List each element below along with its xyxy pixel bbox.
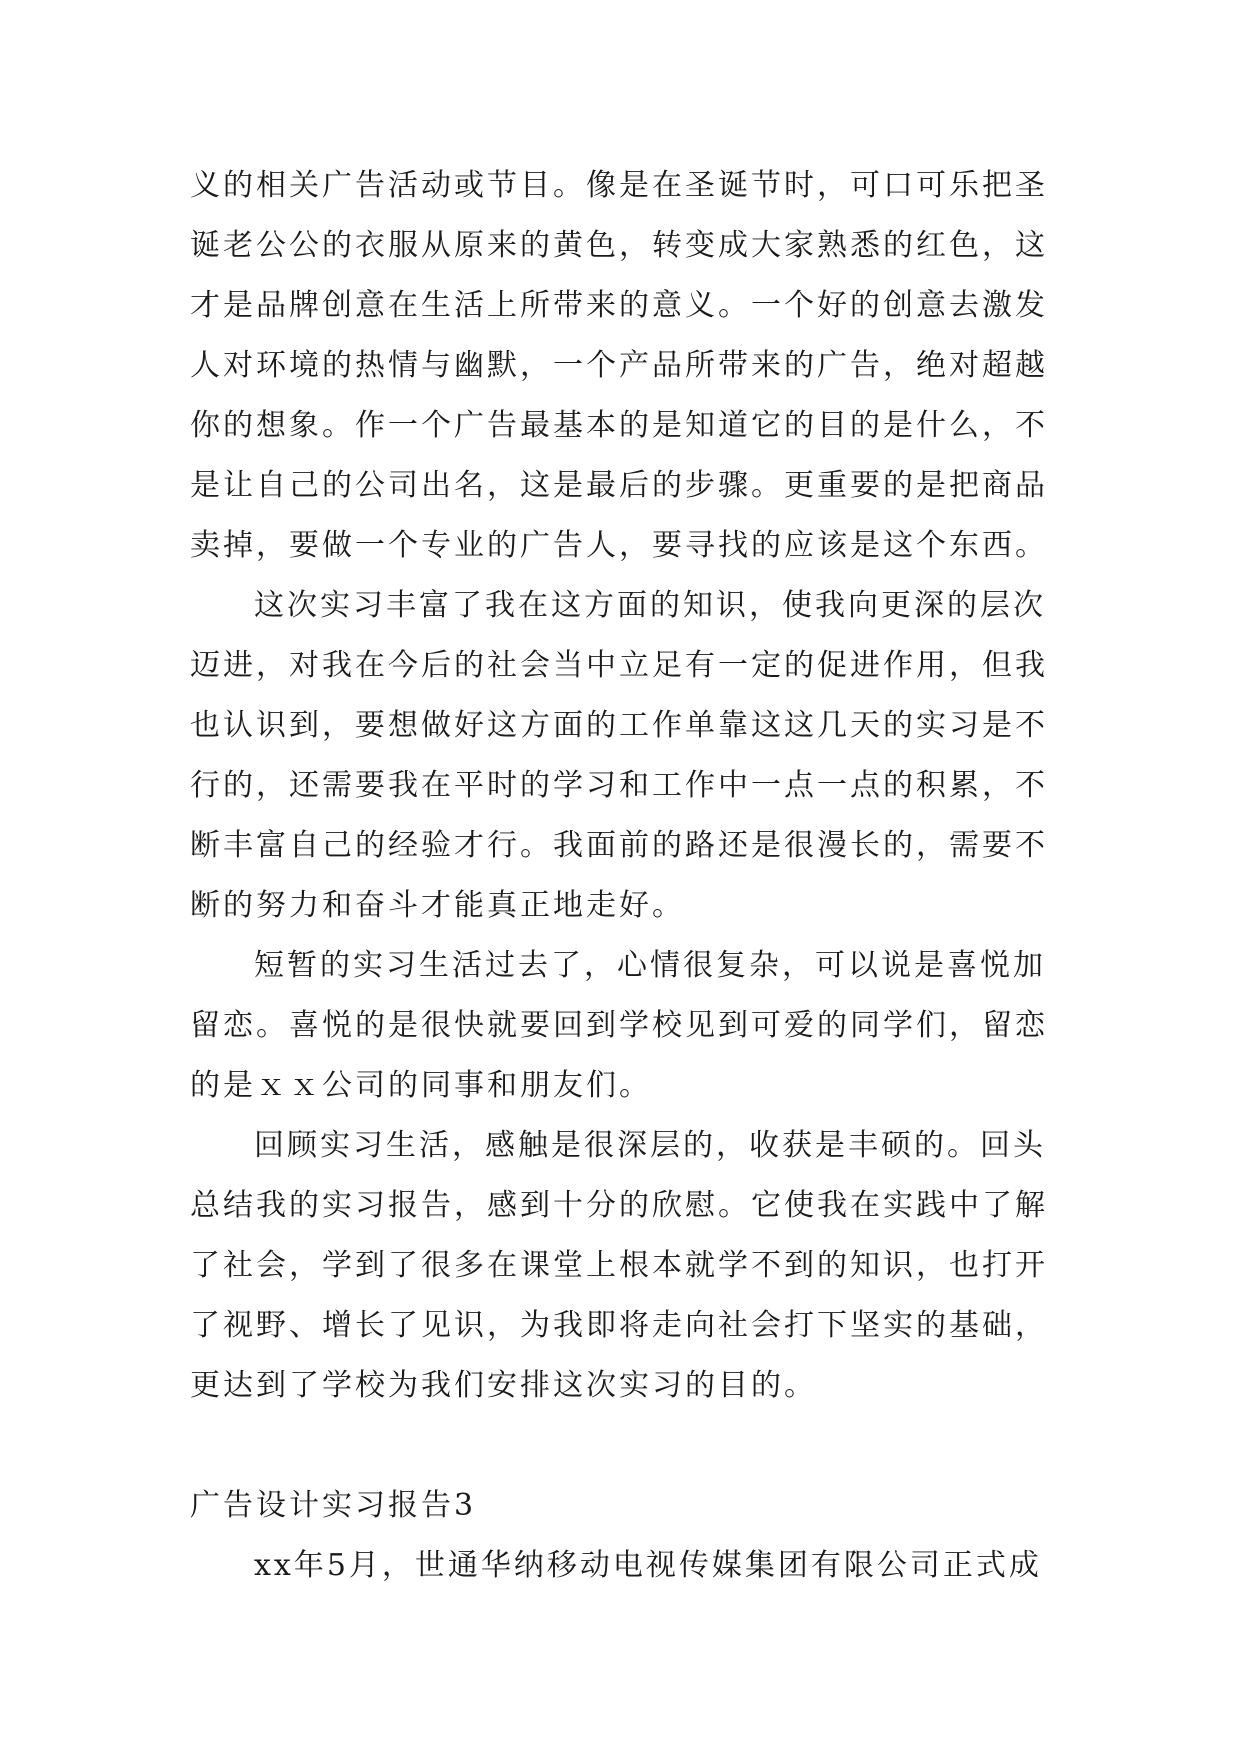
text-line: 断的努力和奋斗才能真正地走好。 xyxy=(190,888,685,923)
text-line: 义的相关广告活动或节目。像是在圣诞节时，可口可乐把圣 xyxy=(190,168,1048,203)
text-line: 人对环境的热情与幽默，一个产品所带来的广告，绝对超越 xyxy=(190,348,1048,383)
text-line: 断丰富自己的经验才行。我面前的路还是很漫长的，需要不 xyxy=(190,828,1048,863)
text-line: 诞老公公的衣服从原来的黄色，转变成大家熟悉的红色，这 xyxy=(190,228,1048,263)
text-line: 卖掉，要做一个专业的广告人，要寻找的应该是这个东西。 xyxy=(190,528,1048,563)
paragraph-1 xyxy=(190,156,1070,576)
text-line: 迈进，对我在今后的社会当中立足有一定的促进作用，但我 xyxy=(190,648,1048,683)
text-line: 更达到了学校为我们安排这次实习的目的。 xyxy=(190,1368,817,1403)
text-line: 你的想象。作一个广告最基本的是知道它的目的是什么，不 xyxy=(190,408,1048,443)
text-line: 这次实习丰富了我在这方面的知识，使我向更深的层次 xyxy=(254,588,1046,623)
text-line: 了社会，学到了很多在课堂上根本就学不到的知识，也打开 xyxy=(190,1248,1048,1283)
text-line: 才是品牌创意在生活上所带来的意义。一个好的创意去激发 xyxy=(190,288,1048,323)
paragraph-5 xyxy=(190,1536,1070,1596)
text-line: 是让自己的公司出名，这是最后的步骤。更重要的是把商品 xyxy=(190,468,1048,503)
section-heading: 广告设计实习报告3 xyxy=(190,1488,477,1523)
paragraph-3 xyxy=(190,936,1070,1116)
paragraph-4 xyxy=(190,1116,1070,1416)
text-line: xx年5月，世通华纳移动电视传媒集团有限公司正式成 xyxy=(254,1548,1042,1583)
text-line: 留恋。喜悦的是很快就要回到学校见到可爱的同学们，留恋 xyxy=(190,1008,1048,1043)
text-line: 了视野、增长了见识，为我即将走向社会打下坚实的基础， xyxy=(190,1308,1048,1343)
document-body xyxy=(190,156,1070,1596)
paragraph-2 xyxy=(190,576,1070,936)
text-line: 短暂的实习生活过去了，心情很复杂，可以说是喜悦加 xyxy=(254,948,1046,983)
text-line: 行的，还需要我在平时的学习和工作中一点一点的积累，不 xyxy=(190,768,1048,803)
text-line: 也认识到，要想做好这方面的工作单靠这这几天的实习是不 xyxy=(190,708,1048,743)
text-line: 总结我的实习报告，感到十分的欣慰。它使我在实践中了解 xyxy=(190,1188,1048,1223)
text-line: 回顾实习生活，感触是很深层的，收获是丰硕的。回头 xyxy=(254,1128,1046,1163)
text-line: 的是ｘｘ公司的同事和朋友们。 xyxy=(190,1068,652,1103)
section-spacer xyxy=(190,1416,1070,1476)
